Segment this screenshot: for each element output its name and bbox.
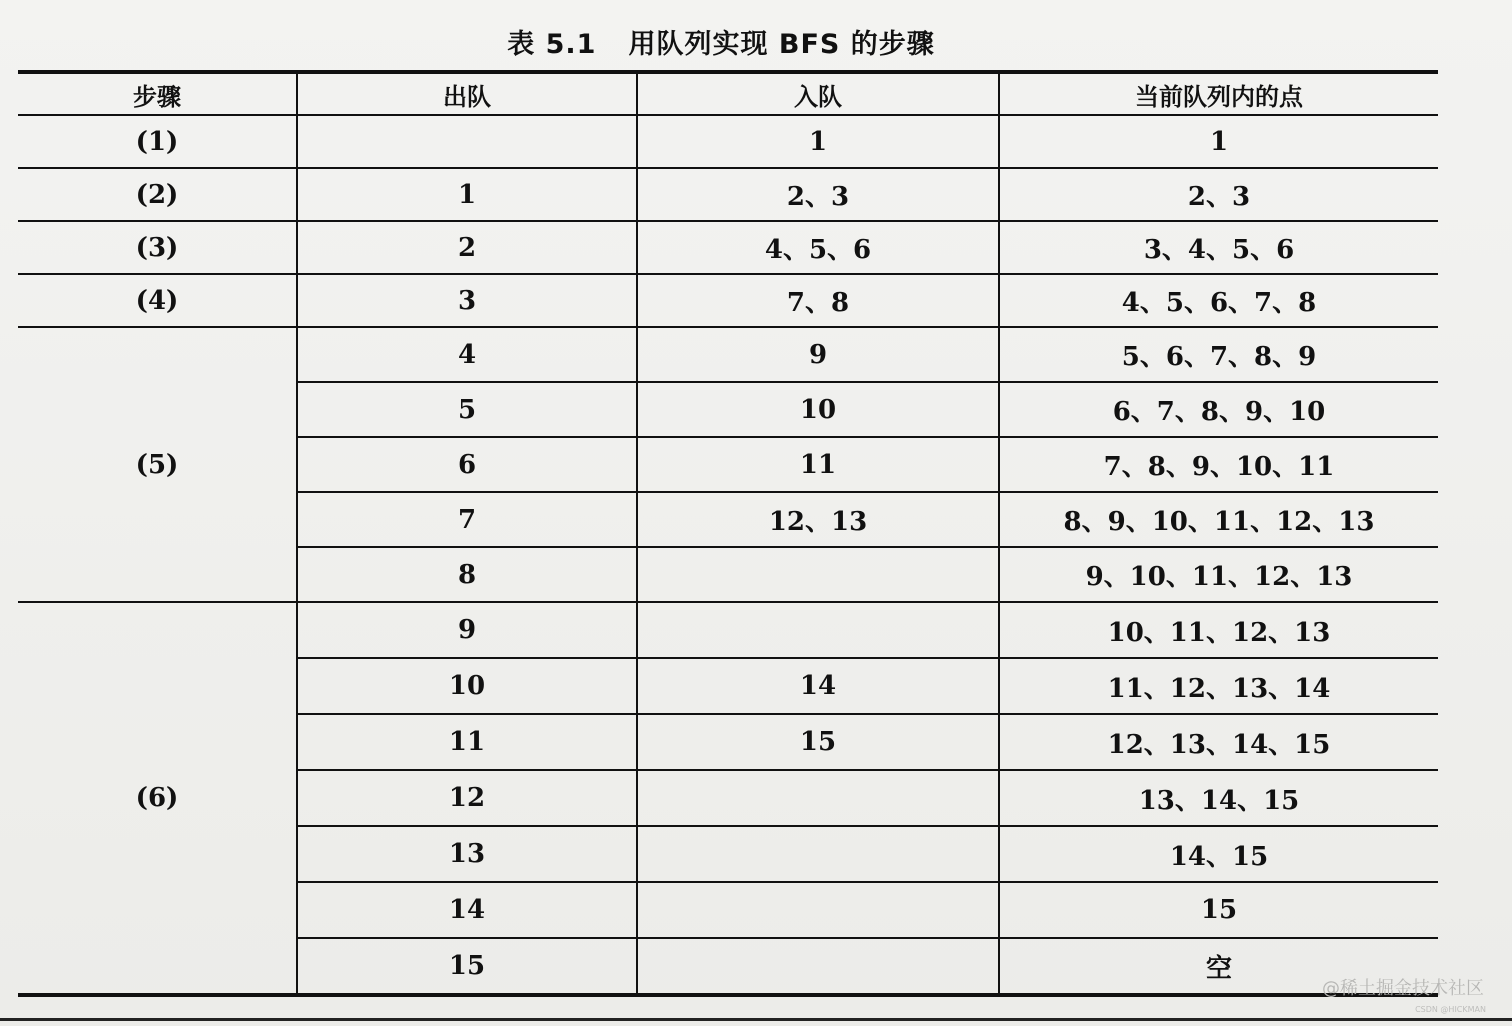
step-cell: (2) [18, 168, 297, 221]
enqueue-cell [637, 882, 999, 938]
enqueue-cell [637, 602, 999, 658]
queue-cell: 15 [999, 882, 1438, 938]
watermark: @稀土掘金技术社区 [1322, 978, 1484, 999]
queue-cell: 14、15 [999, 826, 1438, 882]
dequeue-cell: 12 [297, 770, 637, 826]
dequeue-cell [297, 115, 637, 168]
table-title: 用队列实现 BFS 的步骤 [628, 29, 935, 60]
enqueue-cell: 9 [637, 327, 999, 382]
dequeue-cell: 7 [297, 492, 637, 547]
header-step: 步骤 [18, 72, 297, 115]
header-enqueue: 入队 [637, 72, 999, 115]
table-number: 表 5.1 [507, 29, 597, 60]
enqueue-cell [637, 938, 999, 995]
table-row [18, 327, 1438, 382]
queue-cell: 9、10、11、12、13 [999, 547, 1438, 602]
dequeue-cell: 8 [297, 547, 637, 602]
queue-cell: 4、5、6、7、8 [999, 274, 1438, 327]
queue-cell: 3、4、5、6 [999, 221, 1438, 274]
dequeue-cell: 4 [297, 327, 637, 382]
table-row [18, 168, 1438, 221]
dequeue-cell: 14 [297, 882, 637, 938]
enqueue-cell [637, 547, 999, 602]
queue-cell: 5、6、7、8、9 [999, 327, 1438, 382]
enqueue-cell: 11 [637, 437, 999, 492]
queue-cell: 11、12、13、14 [999, 658, 1438, 714]
queue-cell: 10、11、12、13 [999, 602, 1438, 658]
step-cell: (5) [18, 327, 297, 602]
dequeue-cell: 9 [297, 602, 637, 658]
dequeue-cell: 3 [297, 274, 637, 327]
enqueue-cell: 14 [637, 658, 999, 714]
step-cell: (4) [18, 274, 297, 327]
queue-cell: 13、14、15 [999, 770, 1438, 826]
header-dequeue: 出队 [297, 72, 637, 115]
watermark-small: CSDN @HICKMAN [1415, 1005, 1486, 1014]
queue-cell: 6、7、8、9、10 [999, 382, 1438, 437]
enqueue-cell [637, 826, 999, 882]
header-queue: 当前队列内的点 [999, 72, 1438, 115]
footer-rule [0, 1018, 1512, 1021]
enqueue-cell: 15 [637, 714, 999, 770]
queue-cell: 空 [999, 938, 1438, 995]
dequeue-cell: 1 [297, 168, 637, 221]
step-cell: (3) [18, 221, 297, 274]
step-cell: (1) [18, 115, 297, 168]
queue-cell: 12、13、14、15 [999, 714, 1438, 770]
table-row [18, 602, 1438, 658]
enqueue-cell [637, 770, 999, 826]
enqueue-cell: 12、13 [637, 492, 999, 547]
table-caption [0, 22, 1512, 61]
dequeue-cell: 13 [297, 826, 637, 882]
enqueue-cell: 1 [637, 115, 999, 168]
dequeue-cell: 10 [297, 658, 637, 714]
table-row [18, 115, 1438, 168]
table-row [18, 274, 1438, 327]
dequeue-cell: 15 [297, 938, 637, 995]
table-header-row [18, 72, 1438, 115]
enqueue-cell: 7、8 [637, 274, 999, 327]
bfs-steps-table [18, 70, 1438, 997]
step-cell: (6) [18, 602, 297, 995]
table-row [18, 221, 1438, 274]
enqueue-cell: 10 [637, 382, 999, 437]
dequeue-cell: 11 [297, 714, 637, 770]
dequeue-cell: 2 [297, 221, 637, 274]
dequeue-cell: 5 [297, 382, 637, 437]
queue-cell: 8、9、10、11、12、13 [999, 492, 1438, 547]
dequeue-cell: 6 [297, 437, 637, 492]
enqueue-cell: 2、3 [637, 168, 999, 221]
queue-cell: 1 [999, 115, 1438, 168]
queue-cell: 2、3 [999, 168, 1438, 221]
queue-cell: 7、8、9、10、11 [999, 437, 1438, 492]
enqueue-cell: 4、5、6 [637, 221, 999, 274]
